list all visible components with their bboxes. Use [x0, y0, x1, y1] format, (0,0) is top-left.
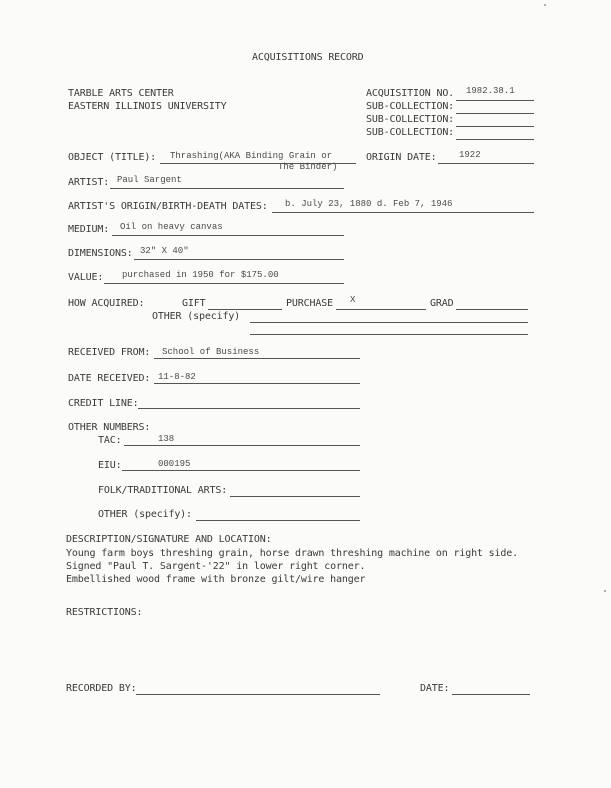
- artist-label: ARTIST:: [68, 177, 110, 188]
- purchase-label: PURCHASE: [286, 298, 333, 309]
- tac-line: [124, 445, 360, 446]
- eiu-label: EIU:: [98, 460, 122, 471]
- value-line: [104, 283, 344, 284]
- sub-collection-line: [456, 139, 534, 140]
- sub-collection-label: SUB-COLLECTION:: [366, 114, 455, 125]
- other-numbers-specify-label: OTHER (specify):: [98, 509, 192, 520]
- date-received-value: 11-8-82: [158, 372, 196, 382]
- eiu-line: [122, 470, 360, 471]
- received-from-label: RECEIVED FROM:: [68, 347, 151, 358]
- medium-line: [112, 235, 344, 236]
- other-specify-line-2: [250, 334, 528, 335]
- sub-collection-line: [456, 113, 534, 114]
- page-title: ACQUISITIONS RECORD: [252, 52, 364, 63]
- paper-speck: [604, 590, 606, 592]
- restrictions-label: RESTRICTIONS:: [66, 607, 143, 618]
- other-numbers-label: OTHER NUMBERS:: [68, 422, 151, 433]
- sub-collection-label: SUB-COLLECTION:: [366, 127, 455, 138]
- gift-line: [208, 309, 282, 310]
- grad-label: GRAD: [430, 298, 454, 309]
- other-specify-label: OTHER (specify): [152, 311, 241, 322]
- purchase-line: [336, 309, 426, 310]
- description-line-1: Young farm boys threshing grain, horse drawn threshing machine on right side.: [66, 548, 519, 559]
- dimensions-line: [134, 259, 344, 260]
- description-line-2: Signed "Paul T. Sargent-'22" in lower right corner.: [66, 561, 366, 572]
- acquisition-number-line: [456, 100, 534, 101]
- credit-line-line: [138, 408, 360, 409]
- institution-university: EASTERN ILLINOIS UNIVERSITY: [68, 101, 227, 112]
- paper-speck: [544, 4, 546, 6]
- acquisition-number-label: ACQUISITION NO.: [366, 88, 455, 99]
- tac-label: TAC:: [98, 435, 122, 446]
- recorded-by-label: RECORDED BY:: [66, 683, 137, 694]
- origin-date-label: ORIGIN DATE:: [366, 152, 437, 163]
- sub-collection-label: SUB-COLLECTION:: [366, 101, 455, 112]
- credit-line-label: CREDIT LINE:: [68, 398, 139, 409]
- value-value: purchased in 1950 for $175.00: [122, 270, 279, 280]
- artist-line: [110, 188, 344, 189]
- medium-label: MEDIUM:: [68, 224, 110, 235]
- dimensions-label: DIMENSIONS:: [68, 248, 133, 259]
- recorded-by-line: [136, 694, 380, 695]
- date-received-label: DATE RECEIVED:: [68, 373, 151, 384]
- description-label: DESCRIPTION/SIGNATURE AND LOCATION:: [66, 534, 272, 545]
- medium-value: Oil on heavy canvas: [120, 222, 223, 232]
- object-title-value-continued: The Binder): [278, 162, 338, 172]
- purchase-mark: X: [350, 295, 356, 305]
- date-received-line: [154, 383, 360, 384]
- gift-label: GIFT: [182, 298, 206, 309]
- dimensions-value: 32" X 40": [140, 246, 189, 256]
- description-line-3: Embellished wood frame with bronze gilt/wire hanger: [66, 574, 366, 585]
- date-line: [452, 694, 530, 695]
- tac-value: 138: [158, 434, 175, 444]
- folk-traditional-arts-label: FOLK/TRADITIONAL ARTS:: [98, 485, 228, 496]
- object-title-label: OBJECT (TITLE):: [68, 152, 157, 163]
- object-title-value: Thrashing(AKA Binding Grain or: [170, 151, 333, 161]
- value-label: VALUE:: [68, 272, 104, 283]
- eiu-value: 000195: [158, 459, 191, 469]
- folk-traditional-arts-line: [230, 496, 360, 497]
- institution-name: TARBLE ARTS CENTER: [68, 88, 174, 99]
- other-numbers-specify-line: [196, 520, 360, 521]
- artist-dates-value: b. July 23, 1880 d. Feb 7, 1946: [285, 199, 453, 209]
- sub-collection-line: [456, 126, 534, 127]
- artist-dates-label: ARTIST'S ORIGIN/BIRTH-DEATH DATES:: [68, 201, 268, 212]
- other-specify-line: [250, 322, 528, 323]
- origin-date-line: [438, 163, 534, 164]
- how-acquired-label: HOW ACQUIRED:: [68, 298, 145, 309]
- artist-dates-line: [272, 212, 534, 213]
- received-from-value: School of Business: [162, 347, 260, 357]
- artist-value: Paul Sargent: [117, 175, 182, 185]
- grad-line: [456, 309, 528, 310]
- acquisition-number-value: 1982.38.1: [466, 86, 515, 96]
- origin-date-value: 1922: [459, 150, 481, 160]
- date-label: DATE:: [420, 683, 450, 694]
- received-from-line: [154, 358, 360, 359]
